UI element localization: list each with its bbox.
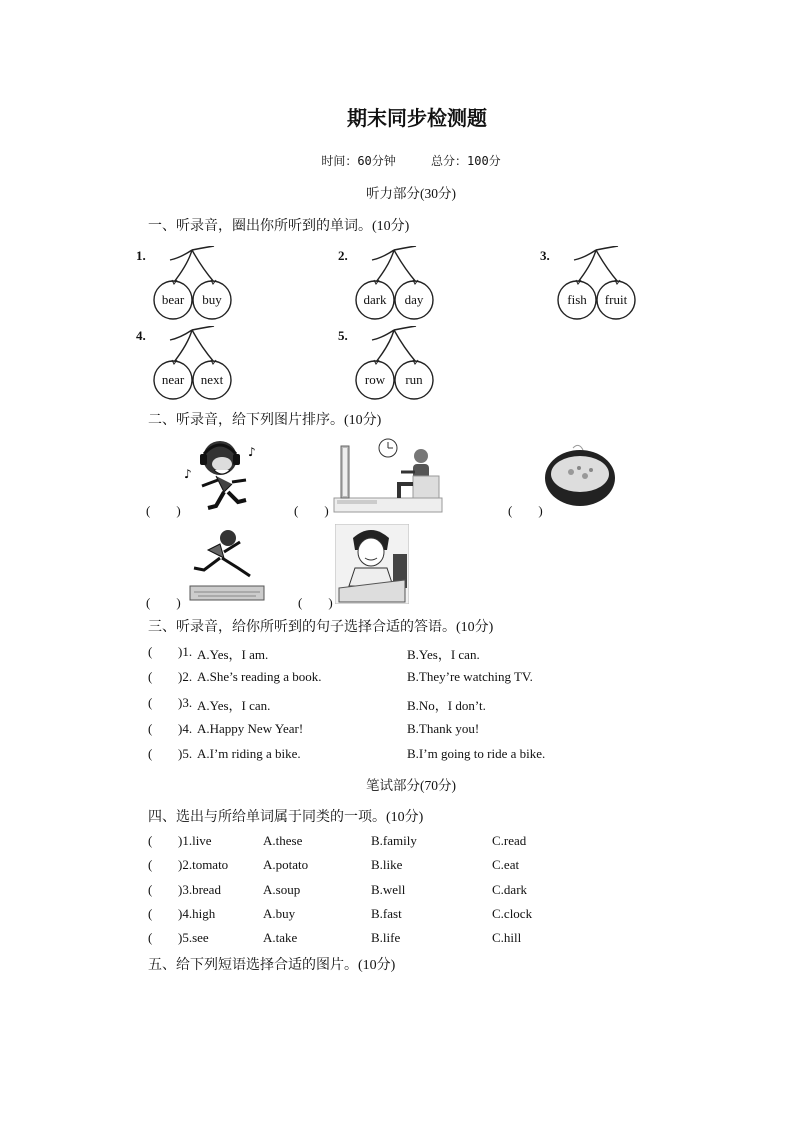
option-b: B.Thank you!: [407, 721, 480, 736]
section-5-heading: 五、给下列短语选择合适的图片。(10分): [148, 958, 396, 973]
option-c: C.dark: [492, 882, 528, 897]
cherry-item-number: 5.: [338, 328, 348, 343]
page-title: 期末同步检测题: [347, 108, 487, 130]
option-b: B.life: [371, 930, 401, 945]
option-b: B.well: [371, 882, 406, 897]
question-word: )4.high: [178, 906, 216, 921]
writing-header: 笔试部分(70分): [366, 778, 456, 793]
svg-text:♪: ♪: [184, 467, 192, 481]
listening-header: 听力部分(30分): [366, 186, 456, 201]
answer-paren: (: [148, 695, 153, 710]
cherry-word-b: next: [200, 372, 224, 387]
answer-paren: (: [148, 833, 153, 848]
cherry-word-b: run: [405, 372, 423, 387]
option-c: C.hill: [492, 930, 522, 945]
cherry-word-a: dark: [363, 292, 387, 307]
option-a: A.soup: [263, 882, 301, 897]
picture-answer-paren: ( ): [146, 595, 181, 610]
cherry-item-number: 2.: [338, 248, 348, 263]
answer-paren: (: [148, 669, 153, 684]
picture-girl-at-desk: [335, 524, 409, 604]
option-c: C.eat: [492, 857, 520, 872]
cherry-item: [152, 326, 252, 401]
picture-man-watching-tv: [333, 436, 443, 514]
picture-soup-bowl: [543, 444, 617, 510]
section-2-heading: 二、听录音，给下列图片排序。(10分): [148, 413, 382, 428]
cherry-icon: [152, 326, 252, 401]
option-c: C.clock: [492, 906, 533, 921]
option-b: B.They’re watching TV.: [407, 669, 533, 684]
cherry-word-a: row: [364, 372, 386, 387]
option-b: B.I’m going to ride a bike.: [407, 746, 546, 761]
question-word: )5.see: [178, 930, 209, 945]
cherry-word-a: bear: [161, 292, 185, 307]
section-1-heading: 一、听录音，圈出你所听到的单词。(10分): [148, 219, 410, 234]
option-a: A.buy: [263, 906, 296, 921]
option-c: C.read: [492, 833, 527, 848]
cherry-item: [354, 326, 454, 401]
section-4-heading: 四、选出与所给单词属于同类的一项。(10分): [148, 810, 424, 825]
option-b: B.family: [371, 833, 417, 848]
cherry-item: [354, 246, 454, 321]
question-word: )3.bread: [178, 882, 221, 897]
svg-text:♪: ♪: [248, 445, 256, 459]
cherry-word-a: near: [161, 372, 185, 387]
option-b: B.like: [371, 857, 403, 872]
cherry-word-b: buy: [202, 292, 222, 307]
picture-answer-paren: ( ): [298, 595, 333, 610]
option-a: A.Yes，I can.: [197, 698, 271, 713]
answer-paren: (: [148, 721, 153, 736]
option-a: A.take: [263, 930, 298, 945]
cherry-item: [556, 246, 656, 321]
question-word: )1.live: [178, 833, 212, 848]
cherry-word-b: day: [404, 292, 424, 307]
picture-dancing-boy: [180, 434, 260, 514]
exam-meta: [0, 152, 794, 169]
cherry-item-number: 1.: [136, 248, 146, 263]
option-a: A.She’s reading a book.: [197, 669, 322, 684]
picture-answer-paren: ( ): [508, 503, 543, 518]
answer-paren: (: [148, 930, 153, 945]
cherry-word-a: fish: [567, 292, 587, 307]
cherry-item: [152, 246, 252, 321]
option-b: B.No，I don’t.: [407, 698, 486, 713]
picture-answer-paren: ( ): [146, 503, 181, 518]
answer-paren: (: [148, 906, 153, 921]
option-a: A.potato: [263, 857, 309, 872]
picture-boy-jumping: [184, 528, 268, 604]
cherry-icon: [152, 246, 252, 321]
section-3-heading: 三、听录音，给你所听到的句子选择合适的答语。(10分): [148, 620, 494, 635]
cherry-icon: [354, 246, 454, 321]
cherry-icon: [354, 326, 454, 401]
question-number: )2.: [178, 669, 193, 684]
answer-paren: (: [148, 882, 153, 897]
cherry-item-number: 4.: [136, 328, 146, 343]
question-word: )2.tomato: [178, 857, 229, 872]
exam-score: 总分：100分: [431, 154, 501, 168]
answer-paren: (: [148, 644, 153, 659]
option-a: A.these: [263, 833, 303, 848]
option-a: A.Yes，I am.: [197, 647, 269, 662]
question-number: )4.: [178, 721, 193, 736]
option-a: A.I’m riding a bike.: [197, 746, 301, 761]
picture-answer-paren: ( ): [294, 503, 329, 518]
cherry-item-number: 3.: [540, 248, 550, 263]
option-a: A.Happy New Year!: [197, 721, 304, 736]
exam-time: 时间：60分钟: [321, 154, 396, 168]
answer-paren: (: [148, 857, 153, 872]
cherry-word-b: fruit: [604, 292, 628, 307]
question-number: )1.: [178, 644, 193, 659]
question-number: )3.: [178, 695, 193, 710]
question-number: )5.: [178, 746, 193, 761]
option-b: B.fast: [371, 906, 402, 921]
option-b: B.Yes，I can.: [407, 647, 480, 662]
answer-paren: (: [148, 746, 153, 761]
cherry-icon: [556, 246, 656, 321]
